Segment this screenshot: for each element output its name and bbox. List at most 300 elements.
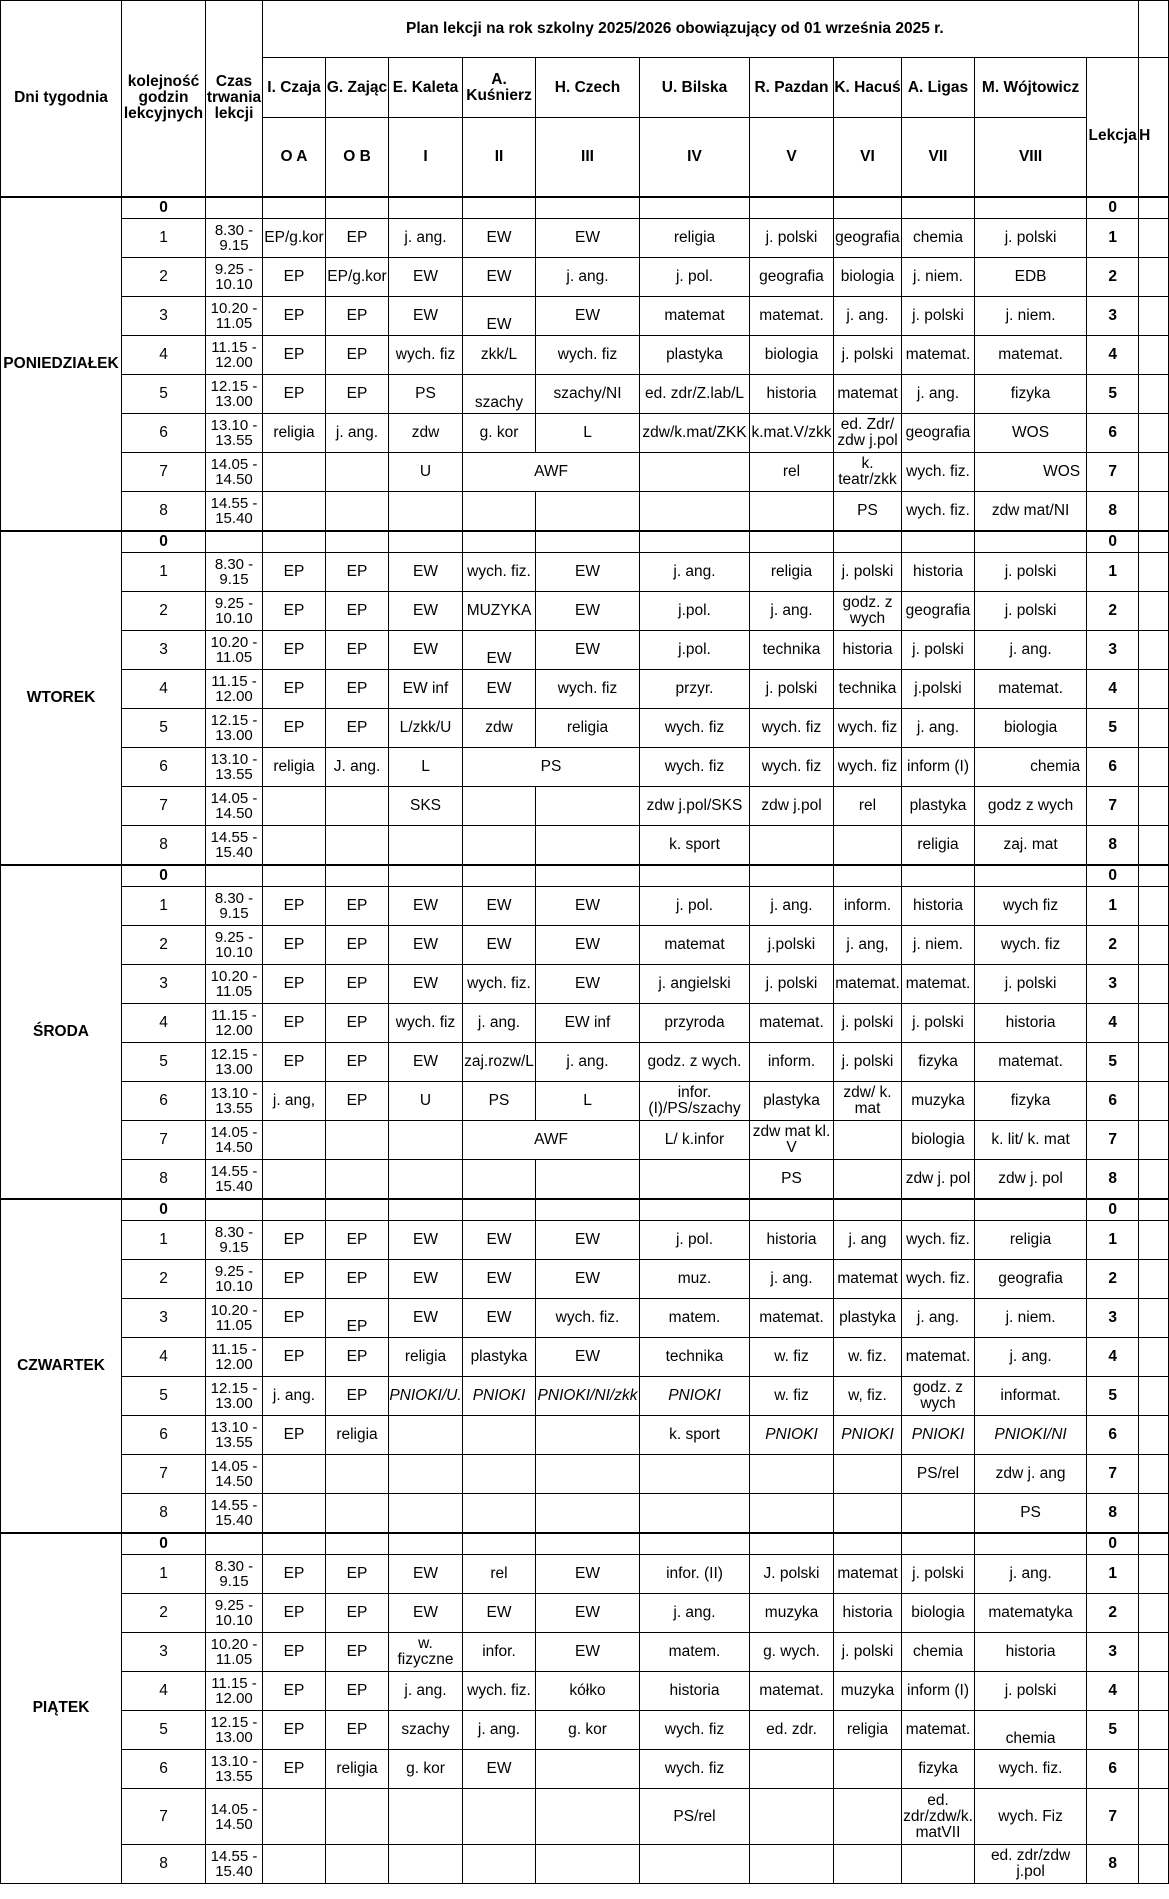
lesson-cell bbox=[463, 865, 536, 887]
lesson-cell bbox=[536, 1160, 640, 1199]
h-cell bbox=[1139, 1455, 1169, 1494]
lesson-number: 1 bbox=[122, 1555, 206, 1594]
lesson-number: 8 bbox=[122, 1494, 206, 1533]
lesson-cell: biologia bbox=[834, 258, 902, 297]
lesson-index: 7 bbox=[1087, 1455, 1139, 1494]
lesson-index: 0 bbox=[1087, 865, 1139, 887]
h-cell bbox=[1139, 887, 1169, 926]
lesson-cell: religia bbox=[326, 1416, 389, 1455]
lesson-cell bbox=[326, 1160, 389, 1199]
lesson-index: 5 bbox=[1087, 1043, 1139, 1082]
lesson-index: 8 bbox=[1087, 1494, 1139, 1533]
lesson-cell: technika bbox=[834, 670, 902, 709]
lesson-cell bbox=[263, 787, 326, 826]
lesson-index: 8 bbox=[1087, 1845, 1139, 1884]
h-cell bbox=[1139, 297, 1169, 336]
lesson-cell: EP bbox=[263, 887, 326, 926]
lesson-index: 8 bbox=[1087, 1160, 1139, 1199]
lesson-index: 3 bbox=[1087, 631, 1139, 670]
timetable-row bbox=[1, 887, 1169, 926]
timetable-row bbox=[1, 492, 1169, 531]
lesson-cell: religia bbox=[536, 709, 640, 748]
lesson-cell bbox=[263, 1845, 326, 1884]
lesson-number: 4 bbox=[122, 670, 206, 709]
lesson-cell bbox=[902, 1199, 975, 1221]
lesson-cell: matemat. bbox=[834, 965, 902, 1004]
lesson-index: 2 bbox=[1087, 258, 1139, 297]
lesson-cell: L bbox=[536, 1082, 640, 1121]
lesson-cell: plastyka bbox=[640, 336, 750, 375]
lesson-cell bbox=[536, 865, 640, 887]
lesson-cell: PNIOKI/U. bbox=[389, 1377, 463, 1416]
lesson-cell: j. polski bbox=[834, 553, 902, 592]
lesson-time: 12.15 - 13.00 bbox=[206, 1043, 263, 1082]
timetable-row bbox=[1, 1633, 1169, 1672]
lesson-cell bbox=[834, 531, 902, 553]
lesson-index: 2 bbox=[1087, 592, 1139, 631]
lesson-time: 12.15 - 13.00 bbox=[206, 1711, 263, 1750]
lesson-index: 0 bbox=[1087, 531, 1139, 553]
lesson-cell: L/zkk/U bbox=[389, 709, 463, 748]
lesson-index: 2 bbox=[1087, 1260, 1139, 1299]
lesson-cell: j. ang, bbox=[263, 1082, 326, 1121]
lesson-cell bbox=[536, 1494, 640, 1533]
lesson-cell bbox=[389, 1416, 463, 1455]
h-cell bbox=[1139, 197, 1169, 219]
lesson-cell: PS bbox=[389, 375, 463, 414]
lesson-cell: historia bbox=[750, 375, 834, 414]
lesson-number: 1 bbox=[122, 553, 206, 592]
lesson-cell: j. ang. bbox=[902, 1299, 975, 1338]
lesson-index: 0 bbox=[1087, 1533, 1139, 1555]
lesson-cell: wych. fiz bbox=[834, 709, 902, 748]
teacher-header: A. Ligas bbox=[902, 58, 975, 118]
lesson-cell: PS bbox=[463, 748, 640, 787]
lesson-index: 1 bbox=[1087, 219, 1139, 258]
lesson-cell: zdw mat/NI bbox=[975, 492, 1087, 531]
teacher-header: G. Zając bbox=[326, 58, 389, 118]
lesson-cell: EP bbox=[263, 1004, 326, 1043]
lesson-cell: EW inf bbox=[389, 670, 463, 709]
lesson-cell: AWF bbox=[463, 453, 640, 492]
lesson-cell: ed. zdr/zdw/k. matVII bbox=[902, 1789, 975, 1845]
lesson-cell bbox=[834, 1533, 902, 1555]
lesson-cell: matemat. bbox=[902, 1338, 975, 1377]
lesson-time: 12.15 - 13.00 bbox=[206, 375, 263, 414]
lesson-cell: j. ang. bbox=[640, 553, 750, 592]
lesson-cell: k.mat.V/zkk bbox=[750, 414, 834, 453]
class-header: I bbox=[389, 118, 463, 197]
lesson-cell: j. ang, bbox=[834, 926, 902, 965]
lesson-cell bbox=[263, 1494, 326, 1533]
lesson-cell: j. angielski bbox=[640, 965, 750, 1004]
lesson-number: 2 bbox=[122, 1260, 206, 1299]
day-name: PIĄTEK bbox=[1, 1533, 122, 1884]
lesson-number: 6 bbox=[122, 1750, 206, 1789]
lesson-cell: SKS bbox=[389, 787, 463, 826]
lesson-cell bbox=[389, 1533, 463, 1555]
h-cell bbox=[1139, 748, 1169, 787]
lesson-time: 11.15 - 12.00 bbox=[206, 1338, 263, 1377]
lesson-cell: g. kor bbox=[463, 414, 536, 453]
lesson-cell: j. ang. bbox=[389, 1672, 463, 1711]
lesson-cell: EP bbox=[263, 670, 326, 709]
lesson-index: 1 bbox=[1087, 1221, 1139, 1260]
lesson-cell bbox=[326, 1121, 389, 1160]
teacher-header: H. Czech bbox=[536, 58, 640, 118]
lesson-number: 2 bbox=[122, 1594, 206, 1633]
lesson-cell: EW bbox=[536, 1633, 640, 1672]
lesson-time: 10.20 - 11.05 bbox=[206, 965, 263, 1004]
lesson-number: 5 bbox=[122, 709, 206, 748]
lesson-cell bbox=[326, 1199, 389, 1221]
lesson-number: 0 bbox=[122, 197, 206, 219]
lesson-cell: j. ang bbox=[834, 1221, 902, 1260]
h-cell bbox=[1139, 1082, 1169, 1121]
lesson-cell: chemia bbox=[902, 1633, 975, 1672]
lesson-cell bbox=[263, 1160, 326, 1199]
day-name: CZWARTEK bbox=[1, 1199, 122, 1533]
timetable-row bbox=[1, 375, 1169, 414]
lesson-cell: EW bbox=[536, 926, 640, 965]
lesson-cell: j. polski bbox=[750, 965, 834, 1004]
timetable-row bbox=[1, 1082, 1169, 1121]
lesson-cell: EW bbox=[463, 1750, 536, 1789]
lesson-cell: szachy/NI bbox=[536, 375, 640, 414]
lesson-time: 13.10 - 13.55 bbox=[206, 414, 263, 453]
lesson-cell: w, fiz. bbox=[834, 1377, 902, 1416]
lesson-cell: EW inf bbox=[536, 1004, 640, 1043]
h-cell bbox=[1139, 865, 1169, 887]
lesson-number: 3 bbox=[122, 1299, 206, 1338]
lesson-cell: kółko bbox=[536, 1672, 640, 1711]
lesson-cell: EP bbox=[326, 887, 389, 926]
lesson-cell: EP bbox=[326, 926, 389, 965]
lesson-cell: EW bbox=[536, 1594, 640, 1633]
lesson-cell bbox=[463, 492, 536, 531]
lesson-cell: EP bbox=[263, 1672, 326, 1711]
lesson-number: 0 bbox=[122, 865, 206, 887]
lesson-cell bbox=[750, 1494, 834, 1533]
lesson-cell: rel bbox=[834, 787, 902, 826]
lesson-cell: U bbox=[389, 1082, 463, 1121]
teacher-header: K. Hacuś bbox=[834, 58, 902, 118]
timetable-row bbox=[1, 1711, 1169, 1750]
lesson-cell: matemat bbox=[834, 375, 902, 414]
timetable-row bbox=[1, 1260, 1169, 1299]
lesson-cell: EW bbox=[389, 1260, 463, 1299]
h-cell bbox=[1139, 1199, 1169, 1221]
lesson-index: 3 bbox=[1087, 1299, 1139, 1338]
lesson-cell: w. fizyczne bbox=[389, 1633, 463, 1672]
lesson-time: 12.15 - 13.00 bbox=[206, 709, 263, 748]
lesson-cell: religia bbox=[263, 414, 326, 453]
lesson-cell: j.pol. bbox=[640, 631, 750, 670]
lesson-cell: EW bbox=[463, 1594, 536, 1633]
lesson-cell bbox=[263, 1121, 326, 1160]
lesson-number: 4 bbox=[122, 336, 206, 375]
lesson-number: 3 bbox=[122, 965, 206, 1004]
h-cell bbox=[1139, 1494, 1169, 1533]
lesson-cell: przyr. bbox=[640, 670, 750, 709]
timetable-row bbox=[1, 1672, 1169, 1711]
lesson-cell bbox=[834, 865, 902, 887]
lesson-number: 7 bbox=[122, 453, 206, 492]
lesson-cell: j. ang. bbox=[975, 631, 1087, 670]
lesson-cell: wych. fiz. bbox=[902, 453, 975, 492]
lesson-index: 7 bbox=[1087, 787, 1139, 826]
lesson-cell: matemat. bbox=[902, 965, 975, 1004]
lesson-cell bbox=[463, 531, 536, 553]
lesson-cell: PS bbox=[975, 1494, 1087, 1533]
lesson-cell: PS/rel bbox=[902, 1455, 975, 1494]
lesson-cell: EP bbox=[263, 1555, 326, 1594]
lesson-cell bbox=[263, 492, 326, 531]
lesson-time: 8.30 - 9.15 bbox=[206, 553, 263, 592]
lesson-cell bbox=[750, 1199, 834, 1221]
lesson-cell: zdw j.pol/SKS bbox=[640, 787, 750, 826]
lesson-index: 1 bbox=[1087, 887, 1139, 926]
lesson-cell: j. polski bbox=[902, 297, 975, 336]
lesson-cell: religia bbox=[975, 1221, 1087, 1260]
h-cell bbox=[1139, 1533, 1169, 1555]
lesson-index: 0 bbox=[1087, 197, 1139, 219]
lesson-cell: WOS bbox=[975, 453, 1087, 492]
lesson-index: 6 bbox=[1087, 748, 1139, 787]
lesson-cell: plastyka bbox=[463, 1338, 536, 1377]
lesson-cell: j. ang. bbox=[389, 219, 463, 258]
lesson-number: 0 bbox=[122, 1199, 206, 1221]
lesson-cell bbox=[834, 1455, 902, 1494]
lesson-cell: EP bbox=[326, 553, 389, 592]
lesson-cell: EP bbox=[326, 1299, 389, 1338]
day-name: ŚRODA bbox=[1, 865, 122, 1199]
timetable-row bbox=[1, 197, 1169, 219]
lesson-cell: zdw j. pol bbox=[902, 1160, 975, 1199]
lesson-cell bbox=[640, 453, 750, 492]
lesson-cell: j. pol. bbox=[640, 1221, 750, 1260]
lesson-number: 6 bbox=[122, 414, 206, 453]
day-name: WTOREK bbox=[1, 531, 122, 865]
lesson-cell: EP bbox=[263, 1221, 326, 1260]
lesson-cell: WOS bbox=[975, 414, 1087, 453]
col-dni-tygodnia: Dni tygodnia bbox=[1, 1, 122, 197]
lesson-cell: wych. fiz bbox=[640, 709, 750, 748]
lesson-cell: j. polski bbox=[750, 670, 834, 709]
lesson-index: 4 bbox=[1087, 1672, 1139, 1711]
lesson-cell: inform. bbox=[834, 887, 902, 926]
lesson-cell: j. pol. bbox=[640, 258, 750, 297]
lesson-index: 8 bbox=[1087, 492, 1139, 531]
h-cell bbox=[1139, 553, 1169, 592]
lesson-cell bbox=[326, 453, 389, 492]
plan-title: Plan lekcji na rok szkolny 2025/2026 obowiązujący od 01 września 2025 r. bbox=[263, 1, 1087, 58]
timetable-row bbox=[1, 1004, 1169, 1043]
lesson-cell: matemat. bbox=[975, 1043, 1087, 1082]
lesson-cell: wych. fiz bbox=[750, 709, 834, 748]
timetable-row bbox=[1, 926, 1169, 965]
lesson-cell: matemat bbox=[640, 297, 750, 336]
lesson-time: 10.20 - 11.05 bbox=[206, 631, 263, 670]
lesson-cell: EW bbox=[536, 297, 640, 336]
timetable-row bbox=[1, 336, 1169, 375]
lesson-cell: wych. fiz bbox=[536, 670, 640, 709]
class-header: IV bbox=[640, 118, 750, 197]
lesson-index: 3 bbox=[1087, 965, 1139, 1004]
lesson-time: 14.05 - 14.50 bbox=[206, 453, 263, 492]
timetable-row bbox=[1, 553, 1169, 592]
h-cell bbox=[1139, 1043, 1169, 1082]
lesson-cell: EP bbox=[263, 1633, 326, 1672]
lesson-cell bbox=[463, 197, 536, 219]
lesson-time: 8.30 - 9.15 bbox=[206, 1221, 263, 1260]
lesson-cell: geografia bbox=[975, 1260, 1087, 1299]
lesson-cell: j. niem. bbox=[902, 258, 975, 297]
lesson-cell bbox=[263, 531, 326, 553]
col-h: H bbox=[1139, 58, 1169, 197]
lesson-cell: technika bbox=[640, 1338, 750, 1377]
lesson-cell bbox=[975, 531, 1087, 553]
lesson-cell: matemat. bbox=[902, 336, 975, 375]
class-header: O A bbox=[263, 118, 326, 197]
lesson-cell bbox=[640, 1160, 750, 1199]
lesson-cell: zdw/k.mat/ZKK bbox=[640, 414, 750, 453]
lesson-time: 13.10 - 13.55 bbox=[206, 1416, 263, 1455]
lesson-time: 10.20 - 11.05 bbox=[206, 1633, 263, 1672]
lesson-cell: L bbox=[536, 414, 640, 453]
lesson-cell: historia bbox=[834, 1594, 902, 1633]
lesson-cell bbox=[640, 1494, 750, 1533]
h-cell bbox=[1139, 531, 1169, 553]
lesson-cell: PNIOKI bbox=[463, 1377, 536, 1416]
lesson-cell: EP bbox=[326, 1594, 389, 1633]
lesson-cell bbox=[463, 1199, 536, 1221]
lesson-cell: religia bbox=[640, 219, 750, 258]
lesson-number: 4 bbox=[122, 1004, 206, 1043]
h-cell bbox=[1139, 1004, 1169, 1043]
lesson-cell: matemat bbox=[834, 1260, 902, 1299]
lesson-cell: PS/rel bbox=[640, 1789, 750, 1845]
h-cell bbox=[1139, 453, 1169, 492]
lesson-cell: plastyka bbox=[834, 1299, 902, 1338]
lesson-cell: infor. (I)/PS/szachy bbox=[640, 1082, 750, 1121]
lesson-time: 14.55 - 15.40 bbox=[206, 1160, 263, 1199]
lesson-cell: EP bbox=[263, 1260, 326, 1299]
lesson-cell: j. polski bbox=[750, 219, 834, 258]
lesson-cell: wych. fiz. bbox=[463, 965, 536, 1004]
lesson-cell: zdw bbox=[389, 414, 463, 453]
lesson-cell: religia bbox=[902, 826, 975, 865]
lesson-cell bbox=[263, 1533, 326, 1555]
lesson-cell: matem. bbox=[640, 1299, 750, 1338]
lesson-cell: historia bbox=[750, 1221, 834, 1260]
lesson-cell bbox=[389, 1121, 463, 1160]
lesson-cell: wych. fiz bbox=[536, 336, 640, 375]
lesson-time: 9.25 - 10.10 bbox=[206, 926, 263, 965]
lesson-cell: informat. bbox=[975, 1377, 1087, 1416]
lesson-cell bbox=[263, 826, 326, 865]
class-header: VI bbox=[834, 118, 902, 197]
h-cell bbox=[1139, 1338, 1169, 1377]
lesson-cell: EP/g.kor bbox=[326, 258, 389, 297]
lesson-cell: zdw mat kl. V bbox=[750, 1121, 834, 1160]
lesson-cell: EW bbox=[463, 670, 536, 709]
timetable-row bbox=[1, 1533, 1169, 1555]
lesson-cell: wych. fiz bbox=[640, 1711, 750, 1750]
lesson-cell: EW bbox=[389, 297, 463, 336]
lesson-cell: zaj.rozw/L bbox=[463, 1043, 536, 1082]
lesson-cell: EP bbox=[326, 1082, 389, 1121]
lesson-cell: muzyka bbox=[834, 1672, 902, 1711]
lesson-time: 11.15 - 12.00 bbox=[206, 670, 263, 709]
lesson-cell bbox=[536, 531, 640, 553]
lesson-time: 10.20 - 11.05 bbox=[206, 297, 263, 336]
lesson-cell: EW bbox=[389, 631, 463, 670]
timetable-row bbox=[1, 1199, 1169, 1221]
timetable-row bbox=[1, 258, 1169, 297]
lesson-cell bbox=[463, 1789, 536, 1845]
lesson-time: 11.15 - 12.00 bbox=[206, 1672, 263, 1711]
lesson-cell: EW bbox=[536, 592, 640, 631]
lesson-index: 6 bbox=[1087, 1750, 1139, 1789]
lesson-cell: religia bbox=[263, 748, 326, 787]
h-cell bbox=[1139, 1789, 1169, 1845]
lesson-cell bbox=[750, 865, 834, 887]
lesson-cell: EP bbox=[263, 1299, 326, 1338]
lesson-cell: wych. fiz. bbox=[536, 1299, 640, 1338]
lesson-cell: EP bbox=[326, 1260, 389, 1299]
lesson-cell bbox=[389, 1494, 463, 1533]
lesson-cell: j. polski bbox=[975, 592, 1087, 631]
lesson-cell: EP bbox=[326, 709, 389, 748]
lesson-number: 8 bbox=[122, 1845, 206, 1884]
lesson-cell bbox=[463, 1845, 536, 1884]
lesson-cell: EW bbox=[536, 1555, 640, 1594]
lesson-cell: j. polski bbox=[902, 631, 975, 670]
lesson-cell: j. polski bbox=[975, 1672, 1087, 1711]
lesson-cell: matem. bbox=[640, 1633, 750, 1672]
h-cell bbox=[1139, 709, 1169, 748]
h-cell bbox=[1139, 1260, 1169, 1299]
h-cell bbox=[1139, 375, 1169, 414]
lesson-cell: zdw j. ang bbox=[975, 1455, 1087, 1494]
lesson-cell: PS bbox=[834, 492, 902, 531]
lesson-cell: j. polski bbox=[834, 1043, 902, 1082]
timetable-row bbox=[1, 1845, 1169, 1884]
lesson-cell bbox=[389, 1199, 463, 1221]
lesson-time: 9.25 - 10.10 bbox=[206, 258, 263, 297]
lesson-cell: w. fiz. bbox=[834, 1338, 902, 1377]
lesson-cell: historia bbox=[834, 631, 902, 670]
h-cell bbox=[1139, 1160, 1169, 1199]
lesson-cell: geografia bbox=[750, 258, 834, 297]
lesson-cell: technika bbox=[750, 631, 834, 670]
lesson-cell: EP bbox=[326, 1711, 389, 1750]
lesson-cell: EP bbox=[263, 1711, 326, 1750]
lesson-cell: religia bbox=[389, 1338, 463, 1377]
lesson-cell: wych. fiz. bbox=[463, 553, 536, 592]
col-kolejnosc: kolejność godzin lekcyjnych bbox=[122, 1, 206, 197]
lesson-cell bbox=[536, 826, 640, 865]
lesson-cell: EP bbox=[263, 1416, 326, 1455]
lesson-cell bbox=[902, 1533, 975, 1555]
lesson-cell: j. pol. bbox=[640, 887, 750, 926]
lesson-cell bbox=[389, 1845, 463, 1884]
lesson-cell: j. ang. bbox=[640, 1594, 750, 1633]
h-cell bbox=[1139, 1221, 1169, 1260]
lesson-cell: matemat. bbox=[902, 1711, 975, 1750]
lesson-cell: j. polski bbox=[975, 553, 1087, 592]
